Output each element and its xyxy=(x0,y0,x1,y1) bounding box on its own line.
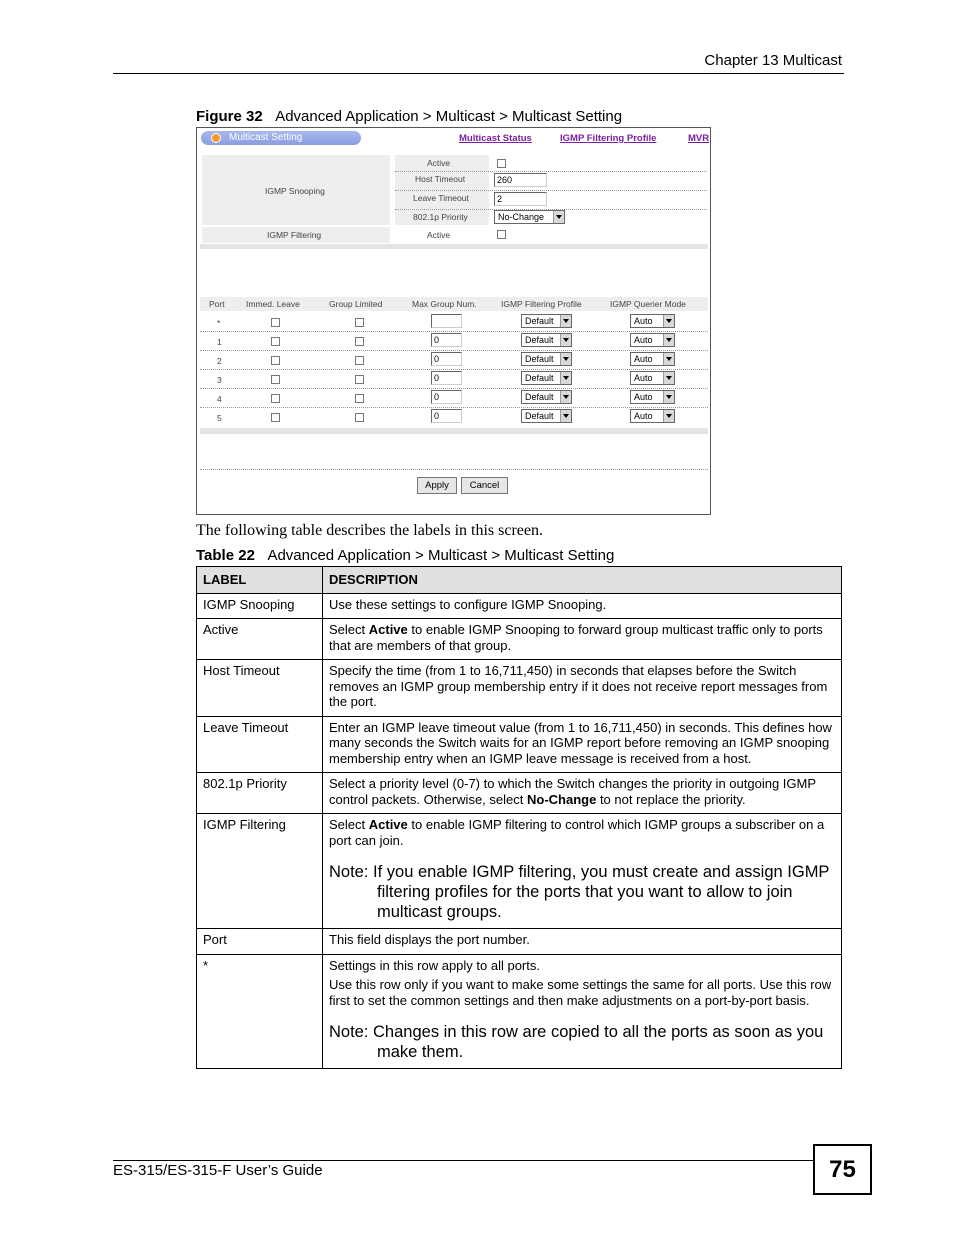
row-description xyxy=(323,773,842,814)
immed-leave-checkbox[interactable] xyxy=(271,356,280,365)
igmp-filtering-profile-header: IGMP Filtering Profile xyxy=(501,299,582,309)
filtering-profile-select[interactable] xyxy=(521,390,572,404)
filtering-profile-select[interactable] xyxy=(521,371,572,385)
row-description: Enter an IGMP leave timeout value (from 1 to 16,711,450) in seconds. This defines how many seconds the Switch waits for an IGMP report before removing an IGMP snooping membership entry when an IGMP leave message is received from a host. xyxy=(323,716,842,773)
filtering-active-checkbox[interactable] xyxy=(497,230,506,239)
priority-value: No-Change xyxy=(498,212,545,222)
immed-leave-header: Immed. Leave xyxy=(246,299,300,309)
active-label: Active xyxy=(427,158,451,168)
table-row xyxy=(197,593,842,619)
host-timeout-label: Host Timeout xyxy=(415,174,466,184)
footer-rule xyxy=(113,1160,813,1161)
querier-mode-select[interactable] xyxy=(630,390,675,404)
row-divider xyxy=(200,350,708,351)
note: Note: Changes in this row are copied to all the ports as soon as you make them. xyxy=(329,1023,824,1061)
chevron-down-icon xyxy=(560,353,571,365)
table-row xyxy=(197,619,842,660)
figure-label: Figure 32 xyxy=(196,108,263,125)
filtering-active-label: Active xyxy=(427,230,451,240)
chevron-down-icon xyxy=(553,211,564,223)
querier-mode-select[interactable] xyxy=(630,352,675,366)
figure-title: Advanced Application > Multicast > Multicast Setting xyxy=(275,108,623,125)
filtering-profile-select[interactable] xyxy=(521,352,572,366)
table-row xyxy=(197,929,842,955)
row-description xyxy=(323,814,842,929)
footer-guide-title: ES-315/ES-315-F User’s Guide xyxy=(113,1162,323,1179)
page-number: 75 xyxy=(813,1144,872,1195)
group-limited-checkbox[interactable] xyxy=(355,356,364,365)
chevron-down-icon xyxy=(663,334,674,346)
cancel-button[interactable]: Cancel xyxy=(461,477,508,494)
filtering-profile-value: Default xyxy=(525,354,554,364)
desc-paragraph: Settings in this row apply to all ports. xyxy=(329,957,540,973)
group-limited-checkbox[interactable] xyxy=(355,375,364,384)
querier-mode-select[interactable] xyxy=(630,314,675,328)
querier-mode-value: Auto xyxy=(634,392,653,402)
row-label: 802.1p Priority xyxy=(197,773,323,814)
port-number: 5 xyxy=(217,413,222,423)
priority-label: 802.1p Priority xyxy=(413,212,468,222)
row-divider xyxy=(200,331,708,332)
leave-timeout-label: Leave Timeout xyxy=(413,193,469,203)
immed-leave-checkbox[interactable] xyxy=(271,413,280,422)
description-table xyxy=(196,566,842,1069)
table-row xyxy=(197,660,842,717)
filtering-profile-select[interactable] xyxy=(521,333,572,347)
chevron-down-icon xyxy=(560,391,571,403)
mvr-link[interactable]: MVR xyxy=(688,133,710,144)
immed-leave-checkbox[interactable] xyxy=(271,375,280,384)
filtering-profile-select[interactable] xyxy=(521,314,572,328)
max-group-input[interactable]: 0 xyxy=(431,409,462,423)
desc-text: Select a priority level (0-7) to which the Switch changes the priority in outgoing IGMP control packets. Otherwise, select xyxy=(329,776,816,807)
row-description: Specify the time (from 1 to 16,711,450) in seconds that elapses before the Switch removes an IGMP group membership entry if it does not receive report messages from the port. xyxy=(323,660,842,717)
apply-button[interactable]: Apply xyxy=(417,477,457,494)
figure-caption xyxy=(196,108,622,125)
filtering-profile-value: Default xyxy=(525,316,554,326)
max-group-num-header: Max Group Num. xyxy=(412,299,477,309)
table-header-row xyxy=(197,567,842,594)
table-row xyxy=(197,773,842,814)
section-separator xyxy=(200,244,708,249)
row-divider xyxy=(395,171,707,172)
chapter-header: Chapter 13 Multicast xyxy=(704,52,842,69)
desc-text: to enable IGMP Snooping to forward group multicast traffic only to ports that are members of that group. xyxy=(329,622,823,653)
table-row xyxy=(197,954,842,1069)
filtering-profile-value: Default xyxy=(525,392,554,402)
row-divider xyxy=(200,388,708,389)
group-limited-checkbox[interactable] xyxy=(355,318,364,327)
max-group-input[interactable]: 0 xyxy=(431,371,462,385)
row-divider xyxy=(200,407,708,408)
row-description: Use these settings to configure IGMP Snooping. xyxy=(323,593,842,619)
chevron-down-icon xyxy=(663,315,674,327)
port-number: 4 xyxy=(217,394,222,404)
querier-mode-value: Auto xyxy=(634,373,653,383)
max-group-input[interactable]: 0 xyxy=(431,390,462,404)
querier-mode-value: Auto xyxy=(634,411,653,421)
desc-text: Select xyxy=(329,622,369,637)
port-number: 2 xyxy=(217,356,222,366)
row-label: IGMP Snooping xyxy=(197,593,323,619)
table-label: Table 22 xyxy=(196,547,255,564)
row-label: IGMP Filtering xyxy=(197,814,323,929)
section-separator xyxy=(200,428,708,434)
screen-title: Multicast Setting xyxy=(229,132,303,143)
chevron-down-icon xyxy=(560,334,571,346)
filtering-profile-value: Default xyxy=(525,411,554,421)
panel-top-bar xyxy=(201,131,710,147)
desc-paragraph xyxy=(329,817,835,848)
label-column-header: LABEL xyxy=(197,567,323,594)
title-pill xyxy=(201,131,361,145)
multicast-setting-screenshot xyxy=(196,127,711,515)
querier-mode-value: Auto xyxy=(634,316,653,326)
leave-timeout-input[interactable]: 2 xyxy=(494,192,547,206)
chevron-down-icon xyxy=(560,372,571,384)
row-divider xyxy=(200,469,708,470)
igmp-snooping-label: IGMP Snooping xyxy=(265,186,325,196)
querier-mode-select[interactable] xyxy=(630,371,675,385)
host-timeout-input[interactable]: 260 xyxy=(494,173,547,187)
row-label: Leave Timeout xyxy=(197,716,323,773)
group-limited-header: Group Limited xyxy=(329,299,383,309)
priority-select[interactable] xyxy=(494,210,565,224)
header-rule xyxy=(113,73,844,74)
row-label: * xyxy=(197,954,323,1069)
filtering-profile-value: Default xyxy=(525,373,554,383)
note: Note: If you enable IGMP filtering, you must create and assign IGMP filtering profiles for the ports that you want to allow to join multicast groups. xyxy=(329,863,830,921)
igmp-filtering-profile-link[interactable]: IGMP Filtering Profile xyxy=(560,133,657,144)
max-group-input[interactable]: 0 xyxy=(431,333,462,347)
chevron-down-icon xyxy=(560,410,571,422)
immed-leave-checkbox[interactable] xyxy=(271,394,280,403)
chevron-down-icon xyxy=(560,315,571,327)
table-caption xyxy=(196,547,614,564)
immed-leave-checkbox[interactable] xyxy=(271,337,280,346)
row-divider xyxy=(395,190,707,191)
multicast-status-link[interactable]: Multicast Status xyxy=(459,133,532,144)
querier-mode-value: Auto xyxy=(634,354,653,364)
chevron-down-icon xyxy=(663,391,674,403)
desc-bold: Active xyxy=(368,817,408,832)
table-row xyxy=(197,716,842,773)
igmp-filtering-label: IGMP Filtering xyxy=(267,230,322,240)
chevron-down-icon xyxy=(663,353,674,365)
max-group-input[interactable] xyxy=(431,314,462,328)
max-group-input[interactable]: 0 xyxy=(431,352,462,366)
group-limited-checkbox[interactable] xyxy=(355,413,364,422)
description-column-header: DESCRIPTION xyxy=(323,567,842,594)
desc-bold: No-Change xyxy=(526,791,597,807)
port-number: 1 xyxy=(217,337,222,347)
row-description xyxy=(323,619,842,660)
filtering-profile-value: Default xyxy=(525,335,554,345)
intro-text: The following table describes the labels in this screen. xyxy=(196,522,544,539)
querier-mode-select[interactable] xyxy=(630,333,675,347)
port-number: * xyxy=(217,318,221,328)
querier-mode-value: Auto xyxy=(634,335,653,345)
desc-text: to not replace the priority. xyxy=(596,791,746,807)
chevron-down-icon xyxy=(663,372,674,384)
immed-leave-checkbox[interactable] xyxy=(271,318,280,327)
desc-paragraph: Use this row only if you want to make some settings the same for all ports. Use this row first to set the common settings and then make adjustments on a port-by-port basis. xyxy=(329,977,832,1008)
igmp-querier-mode-header: IGMP Querier Mode xyxy=(610,299,686,309)
group-limited-checkbox[interactable] xyxy=(355,394,364,403)
desc-bold: Active xyxy=(368,622,408,637)
row-label: Host Timeout xyxy=(197,660,323,717)
port-number: 3 xyxy=(217,375,222,385)
chevron-down-icon xyxy=(663,410,674,422)
port-header: Port xyxy=(209,299,225,309)
querier-mode-select[interactable] xyxy=(630,409,675,423)
filtering-profile-select[interactable] xyxy=(521,409,572,423)
row-description xyxy=(323,954,842,1069)
row-description: This field displays the port number. xyxy=(323,929,842,955)
desc-text: Select xyxy=(329,817,369,832)
row-label: Active xyxy=(197,619,323,660)
row-label: Port xyxy=(197,929,323,955)
row-divider xyxy=(200,369,708,370)
snooping-active-checkbox[interactable] xyxy=(497,159,506,168)
table-row xyxy=(197,814,842,929)
table-title: Advanced Application > Multicast > Multicast Setting xyxy=(267,547,615,564)
desc-text: to enable IGMP filtering to control which IGMP groups a subscriber on a port can join. xyxy=(329,817,825,848)
title-bullet-icon xyxy=(211,133,221,143)
group-limited-checkbox[interactable] xyxy=(355,337,364,346)
